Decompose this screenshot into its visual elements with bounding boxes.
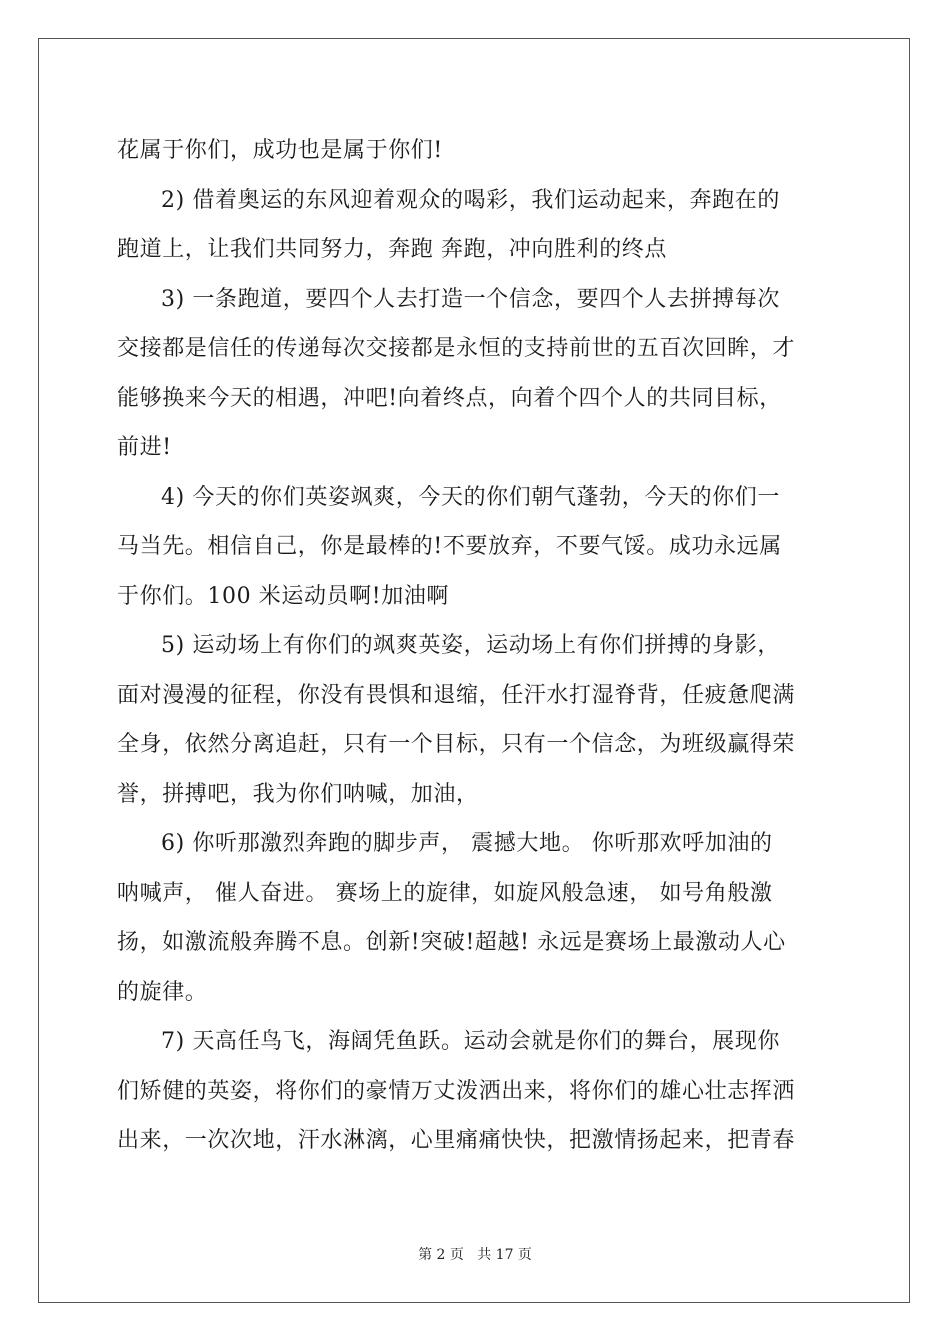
document-body [117, 126, 833, 1166]
text-line: 的旋律。 [117, 979, 208, 1005]
text-line: 3) 一条跑道，要四个人去打造一个信念，要四个人去拼搏每次 [161, 286, 780, 312]
text-line: 6) 你听那激烈奔跑的脚步声， 震撼大地。 你听那欢呼加油的 [161, 831, 773, 856]
text-line: 出来，一次次地，汗水淋漓，心里痛痛快快，把激情扬起来，把青春 [117, 1128, 796, 1153]
text-line: 4) 今天的你们英姿飒爽，今天的你们朝气蓬勃，今天的你们一 [161, 484, 780, 510]
text-line: 面对漫漫的征程，你没有畏惧和退缩，任汗水打湿脊背，任疲惫爬满 [117, 682, 796, 708]
page-number-footer: 第 2 页 共 17 页 [418, 1247, 532, 1263]
text-line: 交接都是信任的传递每次交接都是永恒的支持前世的五百次回眸，才 [117, 336, 796, 361]
text-line: 全身，依然分离追赶，只有一个目标，只有一个信念，为班级赢得荣 [117, 732, 796, 757]
text-line: 誉，拼搏吧，我为你们呐喊，加油， [117, 781, 479, 807]
text-line: 7) 天高任鸟飞，海阔凭鱼跃。运动会就是你们的舞台，展现你 [161, 1029, 780, 1054]
text-line: 扬，如激流般奔腾不息。创新!突破!超越! 永远是赛场上最激动人心 [117, 930, 786, 955]
text-line: 花属于你们，成功也是属于你们! [117, 138, 443, 163]
text-line: 呐喊声， 催人奋进。 赛场上的旋律，如旋风般急速， 如号角般激 [117, 880, 773, 906]
text-line: 跑道上，让我们共同努力，奔跑 奔跑，冲向胜利的终点 [117, 237, 667, 262]
text-line: 前进! [117, 435, 172, 460]
text-line: 5) 运动场上有你们的飒爽英姿，运动场上有你们拼搏的身影， [161, 633, 780, 658]
text-line: 2) 借着奥运的东风迎着观众的喝彩，我们运动起来，奔跑在的 [161, 187, 780, 213]
text-line: 马当先。相信自己，你是最棒的!不要放弃，不要气馁。成功永远属 [117, 534, 782, 559]
text-line: 们矫健的英姿，将你们的豪情万丈泼洒出来，将你们的雄心壮志挥洒 [117, 1078, 796, 1104]
text-line: 能够换来今天的相遇，冲吧!向着终点，向着个四个人的共同目标， [117, 385, 782, 411]
text-line: 于你们。100 米运动员啊!加油啊 [117, 583, 450, 609]
